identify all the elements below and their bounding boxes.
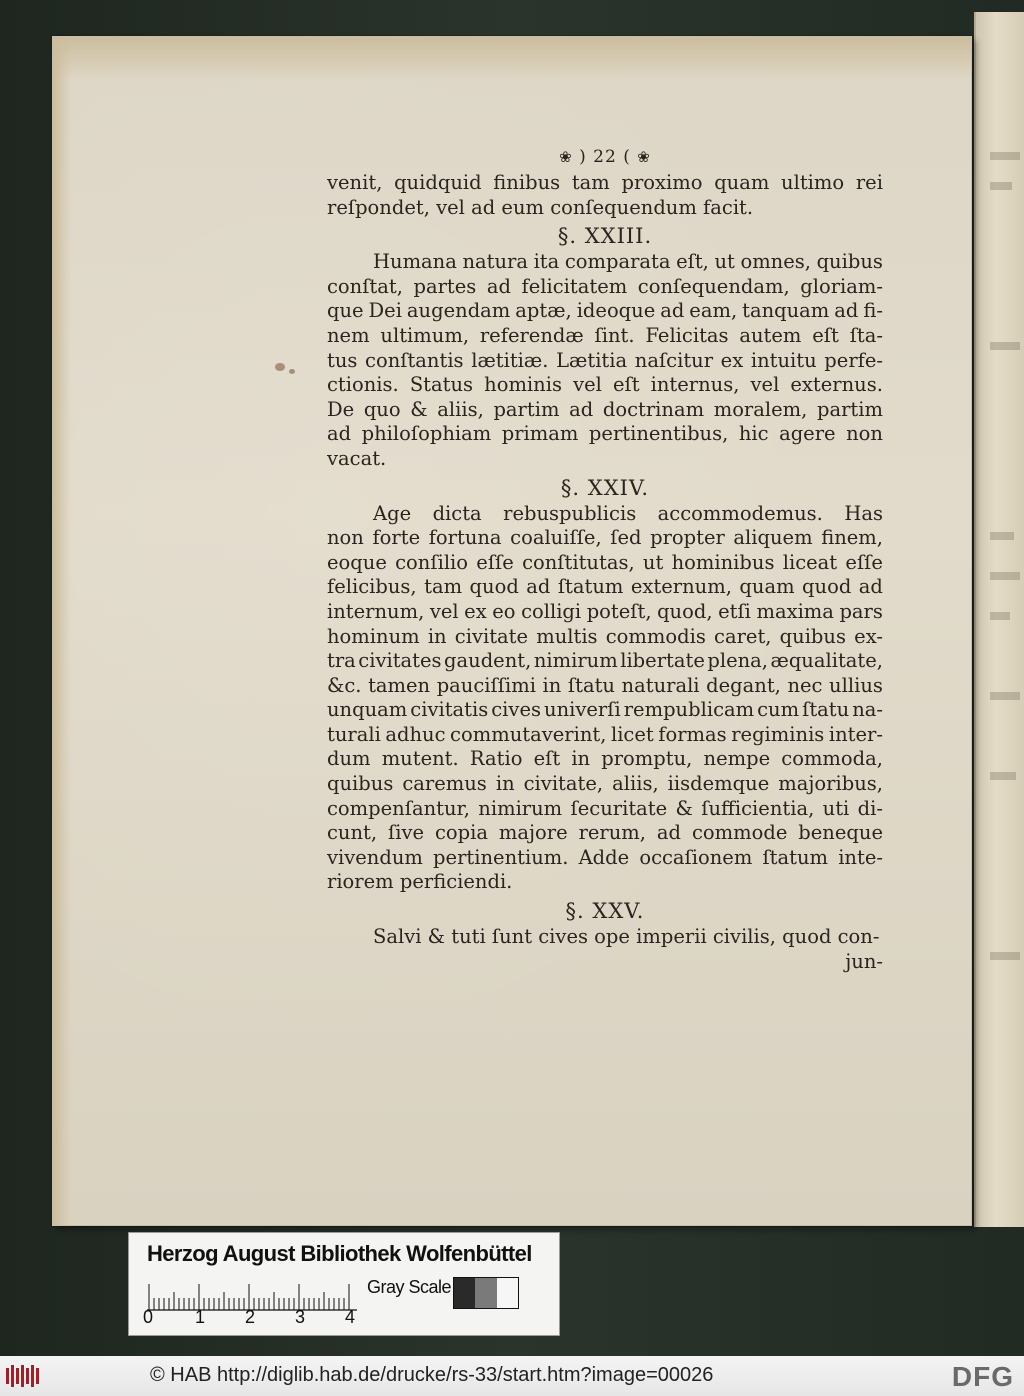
- text-line: [327, 772, 883, 797]
- word: internum,: [327, 599, 425, 623]
- text-line: [327, 846, 883, 871]
- word: quidquid: [394, 171, 482, 194]
- word: moralem,: [713, 397, 808, 421]
- word: commoda,: [781, 747, 883, 771]
- word: De: [327, 397, 355, 421]
- word: ut: [714, 250, 735, 274]
- word: tam: [571, 171, 610, 194]
- word: referendæ: [479, 323, 584, 347]
- text-line: [327, 649, 883, 674]
- word: forte: [372, 526, 421, 550]
- text-line: riorem perficiendi.: [327, 870, 513, 894]
- word: ad: [660, 299, 685, 323]
- text-line: [327, 275, 883, 300]
- word: eſſe: [845, 550, 883, 574]
- word: tus: [327, 348, 358, 372]
- word: internus,: [650, 373, 740, 397]
- word: multis: [536, 624, 598, 648]
- text-line: [327, 398, 883, 423]
- word: etſi: [718, 599, 751, 623]
- word: ad: [656, 821, 682, 845]
- text-line: [327, 698, 883, 723]
- word: unquam: [327, 698, 408, 722]
- word: ad: [834, 299, 859, 323]
- text-line: [327, 299, 883, 324]
- word: ad: [858, 575, 883, 599]
- word: hominibus: [671, 550, 775, 574]
- word: promptu,: [601, 747, 693, 771]
- page-number: ) 22 (: [579, 147, 631, 167]
- word: turali: [327, 722, 381, 746]
- word: Age: [373, 501, 412, 525]
- word: eſt: [533, 747, 561, 771]
- word: pertinentium.: [433, 845, 569, 869]
- word: mutent.: [381, 747, 459, 771]
- word: hominum: [327, 624, 420, 648]
- word: quibus: [779, 624, 846, 648]
- word: civitate,: [523, 772, 604, 796]
- word: copia: [434, 821, 488, 845]
- copyright-url[interactable]: © HAB http://diglib.hab.de/drucke/rs-33/start.htm?image=00026: [150, 1364, 714, 1386]
- word: conſtat,: [327, 274, 403, 298]
- word: in: [542, 673, 562, 697]
- word: ad: [526, 575, 551, 599]
- word: Ratio: [469, 747, 523, 771]
- word: vel: [750, 373, 780, 397]
- word: tra: [327, 649, 356, 673]
- word: proximo: [621, 171, 703, 194]
- word: eoque: [327, 550, 387, 574]
- word: ex-: [854, 624, 883, 648]
- word: gaudent,: [444, 649, 532, 673]
- word: nem: [327, 323, 370, 347]
- word: conſtitutas,: [522, 550, 635, 574]
- word: vivendum: [327, 845, 423, 869]
- word: pertinentibus,: [588, 422, 729, 446]
- running-header: [327, 145, 883, 171]
- word: propter: [650, 526, 725, 550]
- word: accommodemus.: [657, 501, 823, 525]
- word: Felicitas: [645, 323, 729, 347]
- ruler-number: 1: [195, 1307, 206, 1327]
- word: æqualitate,: [770, 649, 883, 673]
- adjacent-page-edge: [974, 12, 1024, 1227]
- word: nimirum: [478, 796, 563, 820]
- library-label-card: [128, 1232, 560, 1336]
- word: Adde: [578, 845, 630, 869]
- text-line: [327, 723, 883, 748]
- text-line: vacat.: [327, 446, 387, 470]
- word: rebuspublicis: [503, 501, 637, 525]
- word: lætitiæ.: [471, 348, 549, 372]
- word: Has: [844, 501, 883, 525]
- word: rerum,: [578, 821, 646, 845]
- word: partim: [493, 397, 560, 421]
- word: civitate: [454, 624, 529, 648]
- text-line: [327, 171, 883, 196]
- word: &c.: [327, 673, 362, 697]
- word: ſtatum: [762, 845, 829, 869]
- word: uti: [822, 796, 850, 820]
- gray-swatch-light: [497, 1278, 518, 1308]
- word: ita: [533, 250, 560, 274]
- word: civitatis: [410, 698, 489, 722]
- word: beneque: [798, 821, 883, 845]
- word: in: [571, 747, 591, 771]
- word: quo: [363, 397, 401, 421]
- word: Dei: [368, 299, 402, 323]
- word: in: [427, 624, 447, 648]
- text-line: Salvi & tuti ſunt cives ope imperii civilis, quod con-: [373, 925, 880, 949]
- word: ut: [642, 550, 664, 574]
- ink-stain: [275, 363, 285, 371]
- word: ad: [569, 397, 594, 421]
- word: omnes,: [740, 250, 811, 274]
- word: agere: [779, 422, 836, 446]
- word: externum,: [630, 575, 732, 599]
- word: philoſophiam: [361, 422, 492, 446]
- ruler-number: 3: [295, 1307, 306, 1327]
- word: majoribus,: [778, 772, 883, 796]
- word: regiminis: [731, 722, 825, 746]
- word: commodis: [605, 624, 706, 648]
- word: dicta: [432, 501, 482, 525]
- word: ſive: [388, 821, 425, 845]
- word: eſt: [612, 373, 640, 397]
- word: tanquam: [742, 299, 830, 323]
- word: univerſi: [544, 698, 621, 722]
- word: cunt,: [327, 821, 378, 845]
- word: cum: [757, 698, 800, 722]
- book-page: [52, 36, 972, 1226]
- word: adhuc: [385, 722, 446, 746]
- word: vel: [573, 373, 602, 397]
- word: inte-: [838, 845, 883, 869]
- text-line: [327, 324, 883, 349]
- word: degant,: [706, 673, 781, 697]
- word: eſt,: [676, 250, 709, 274]
- text-line: [327, 349, 883, 374]
- word: libertate: [620, 649, 705, 673]
- word: quibus: [816, 250, 883, 274]
- hab-logo-icon: [4, 1362, 44, 1390]
- word: ex: [720, 348, 744, 372]
- word: perfe-: [824, 348, 883, 372]
- word: conſilio: [395, 550, 469, 574]
- word: natura: [462, 250, 528, 274]
- word: Lætitia: [556, 348, 628, 372]
- word: quam: [714, 171, 770, 194]
- word: venit,: [327, 171, 383, 194]
- word: ad: [327, 422, 352, 446]
- word: que: [327, 299, 364, 323]
- word: aliquem: [733, 526, 813, 550]
- word: quod,: [657, 599, 713, 623]
- word: partes: [413, 274, 477, 298]
- word: naturali: [621, 673, 700, 697]
- word: cives: [491, 698, 541, 722]
- word: commutaverint,: [450, 722, 607, 746]
- word: ſufficientia,: [701, 796, 815, 820]
- text-line: [327, 373, 883, 398]
- word: na-: [852, 698, 883, 722]
- viewer-footer: [0, 1356, 1024, 1396]
- catchword: jun-: [845, 949, 883, 973]
- word: ultimum,: [380, 323, 470, 347]
- word: caret,: [714, 624, 772, 648]
- text-line: [327, 422, 883, 447]
- word: quam: [739, 575, 795, 599]
- section-heading: §. XXV.: [565, 899, 645, 924]
- gray-scale-swatches: [453, 1277, 519, 1309]
- word: augendam: [406, 299, 511, 323]
- word: tam: [424, 575, 463, 599]
- section-heading: §. XXIV.: [560, 475, 650, 500]
- word: liceat: [782, 550, 838, 574]
- library-name: Herzog August Bibliothek Wolfenbüttel: [147, 1241, 532, 1266]
- word: nimirum: [533, 649, 618, 673]
- word: ſint.: [594, 323, 635, 347]
- word: hominis: [484, 373, 562, 397]
- text-line: [327, 575, 883, 600]
- text-line: [327, 551, 883, 576]
- word: externus.: [790, 373, 883, 397]
- word: caremus: [402, 772, 487, 796]
- word: aliis,: [612, 772, 659, 796]
- word: Status: [409, 373, 474, 397]
- word: conſtantis: [365, 348, 464, 372]
- word: conſequendam,: [637, 274, 790, 298]
- ruler-number: 0: [143, 1307, 154, 1327]
- word: &: [675, 796, 693, 820]
- text-line: [327, 526, 883, 551]
- page-text: [327, 145, 883, 974]
- text-line: [327, 747, 883, 772]
- word: in: [495, 772, 515, 796]
- word: eſſe: [476, 550, 514, 574]
- word: hic: [738, 422, 769, 446]
- word: aliis,: [437, 397, 484, 421]
- word: rempublicam: [623, 698, 755, 722]
- word: quibus: [327, 772, 394, 796]
- word: quod: [469, 575, 519, 599]
- word: maxima: [756, 599, 834, 623]
- word: di-: [857, 796, 883, 820]
- word: ſtatu: [567, 673, 615, 697]
- text-line: [327, 625, 883, 650]
- word: aptæ,: [515, 299, 572, 323]
- text-line: [327, 502, 883, 527]
- word: ideoque: [576, 299, 656, 323]
- word: nempe: [703, 747, 771, 771]
- word: civitates: [358, 649, 442, 673]
- word: tamen: [368, 673, 431, 697]
- word: ad: [486, 274, 511, 298]
- ornament-right: ❀: [637, 148, 651, 166]
- word: pauciſſimi: [436, 673, 536, 697]
- word: pars: [839, 599, 883, 623]
- word: ultimo: [781, 171, 845, 194]
- word: fi-: [863, 299, 883, 323]
- section-heading: §. XXIII.: [557, 224, 653, 249]
- word: inter-: [828, 722, 883, 746]
- word: rei: [855, 171, 883, 194]
- word: felicibus,: [327, 575, 417, 599]
- word: eam,: [689, 299, 738, 323]
- word: dum: [327, 747, 371, 771]
- word: non: [846, 422, 883, 446]
- word: ſtatu: [802, 698, 850, 722]
- word: felicitatem: [521, 274, 628, 298]
- word: nec: [787, 673, 823, 697]
- text-line: [327, 674, 883, 699]
- word: autem: [739, 323, 802, 347]
- dfg-logo: DFG: [951, 1361, 1014, 1392]
- word: majore: [498, 821, 568, 845]
- word: plena,: [707, 649, 768, 673]
- word: ctionis.: [327, 373, 399, 397]
- word: formas: [658, 722, 727, 746]
- word: eo: [492, 599, 516, 623]
- word: Humana: [373, 250, 457, 274]
- word: ex: [464, 599, 487, 623]
- word: finem,: [821, 526, 883, 550]
- text-line: [327, 600, 883, 625]
- word: iisdemque: [667, 772, 770, 796]
- word: occaſionem: [639, 845, 753, 869]
- ink-stain: [289, 369, 295, 374]
- word: non: [327, 526, 364, 550]
- word: ſtatum: [557, 575, 624, 599]
- ornament-left: ❀: [559, 148, 573, 166]
- text-line: [327, 821, 883, 846]
- word: coaluiſſe,: [510, 526, 602, 550]
- word: vel: [429, 599, 459, 623]
- word: naſcitur: [634, 348, 714, 372]
- word: doctrinam: [602, 397, 705, 421]
- word: commode: [691, 821, 788, 845]
- word: fortuna: [428, 526, 502, 550]
- word: eſt: [812, 323, 839, 347]
- word: gloriam-: [800, 274, 883, 298]
- word: &: [410, 397, 428, 421]
- word: colligi: [521, 599, 582, 623]
- gray-scale-label: Gray Scale: [367, 1277, 452, 1297]
- text-line: [327, 250, 883, 275]
- word: licet: [610, 722, 654, 746]
- gray-swatch-dark: [454, 1278, 475, 1308]
- word: compenſantur,: [327, 796, 470, 820]
- word: partim: [817, 397, 883, 421]
- word: primam: [501, 422, 579, 446]
- word: ſecuritate: [570, 796, 668, 820]
- word: ullius: [829, 673, 883, 697]
- page-body: [327, 171, 883, 974]
- text-line: [327, 797, 883, 822]
- word: intuitu: [750, 348, 817, 372]
- word: ſed: [610, 526, 642, 550]
- text-line: reſpondet, vel ad eum conſequendum facit.: [327, 195, 754, 219]
- ruler-number: 4: [345, 1307, 356, 1327]
- word: ſta-: [849, 323, 883, 347]
- ruler-number: 2: [245, 1307, 256, 1327]
- word: quod: [802, 575, 852, 599]
- word: poteſt,: [586, 599, 652, 623]
- word: finibus: [493, 171, 561, 194]
- word: comparata: [564, 250, 671, 274]
- gray-swatch-mid: [475, 1278, 496, 1308]
